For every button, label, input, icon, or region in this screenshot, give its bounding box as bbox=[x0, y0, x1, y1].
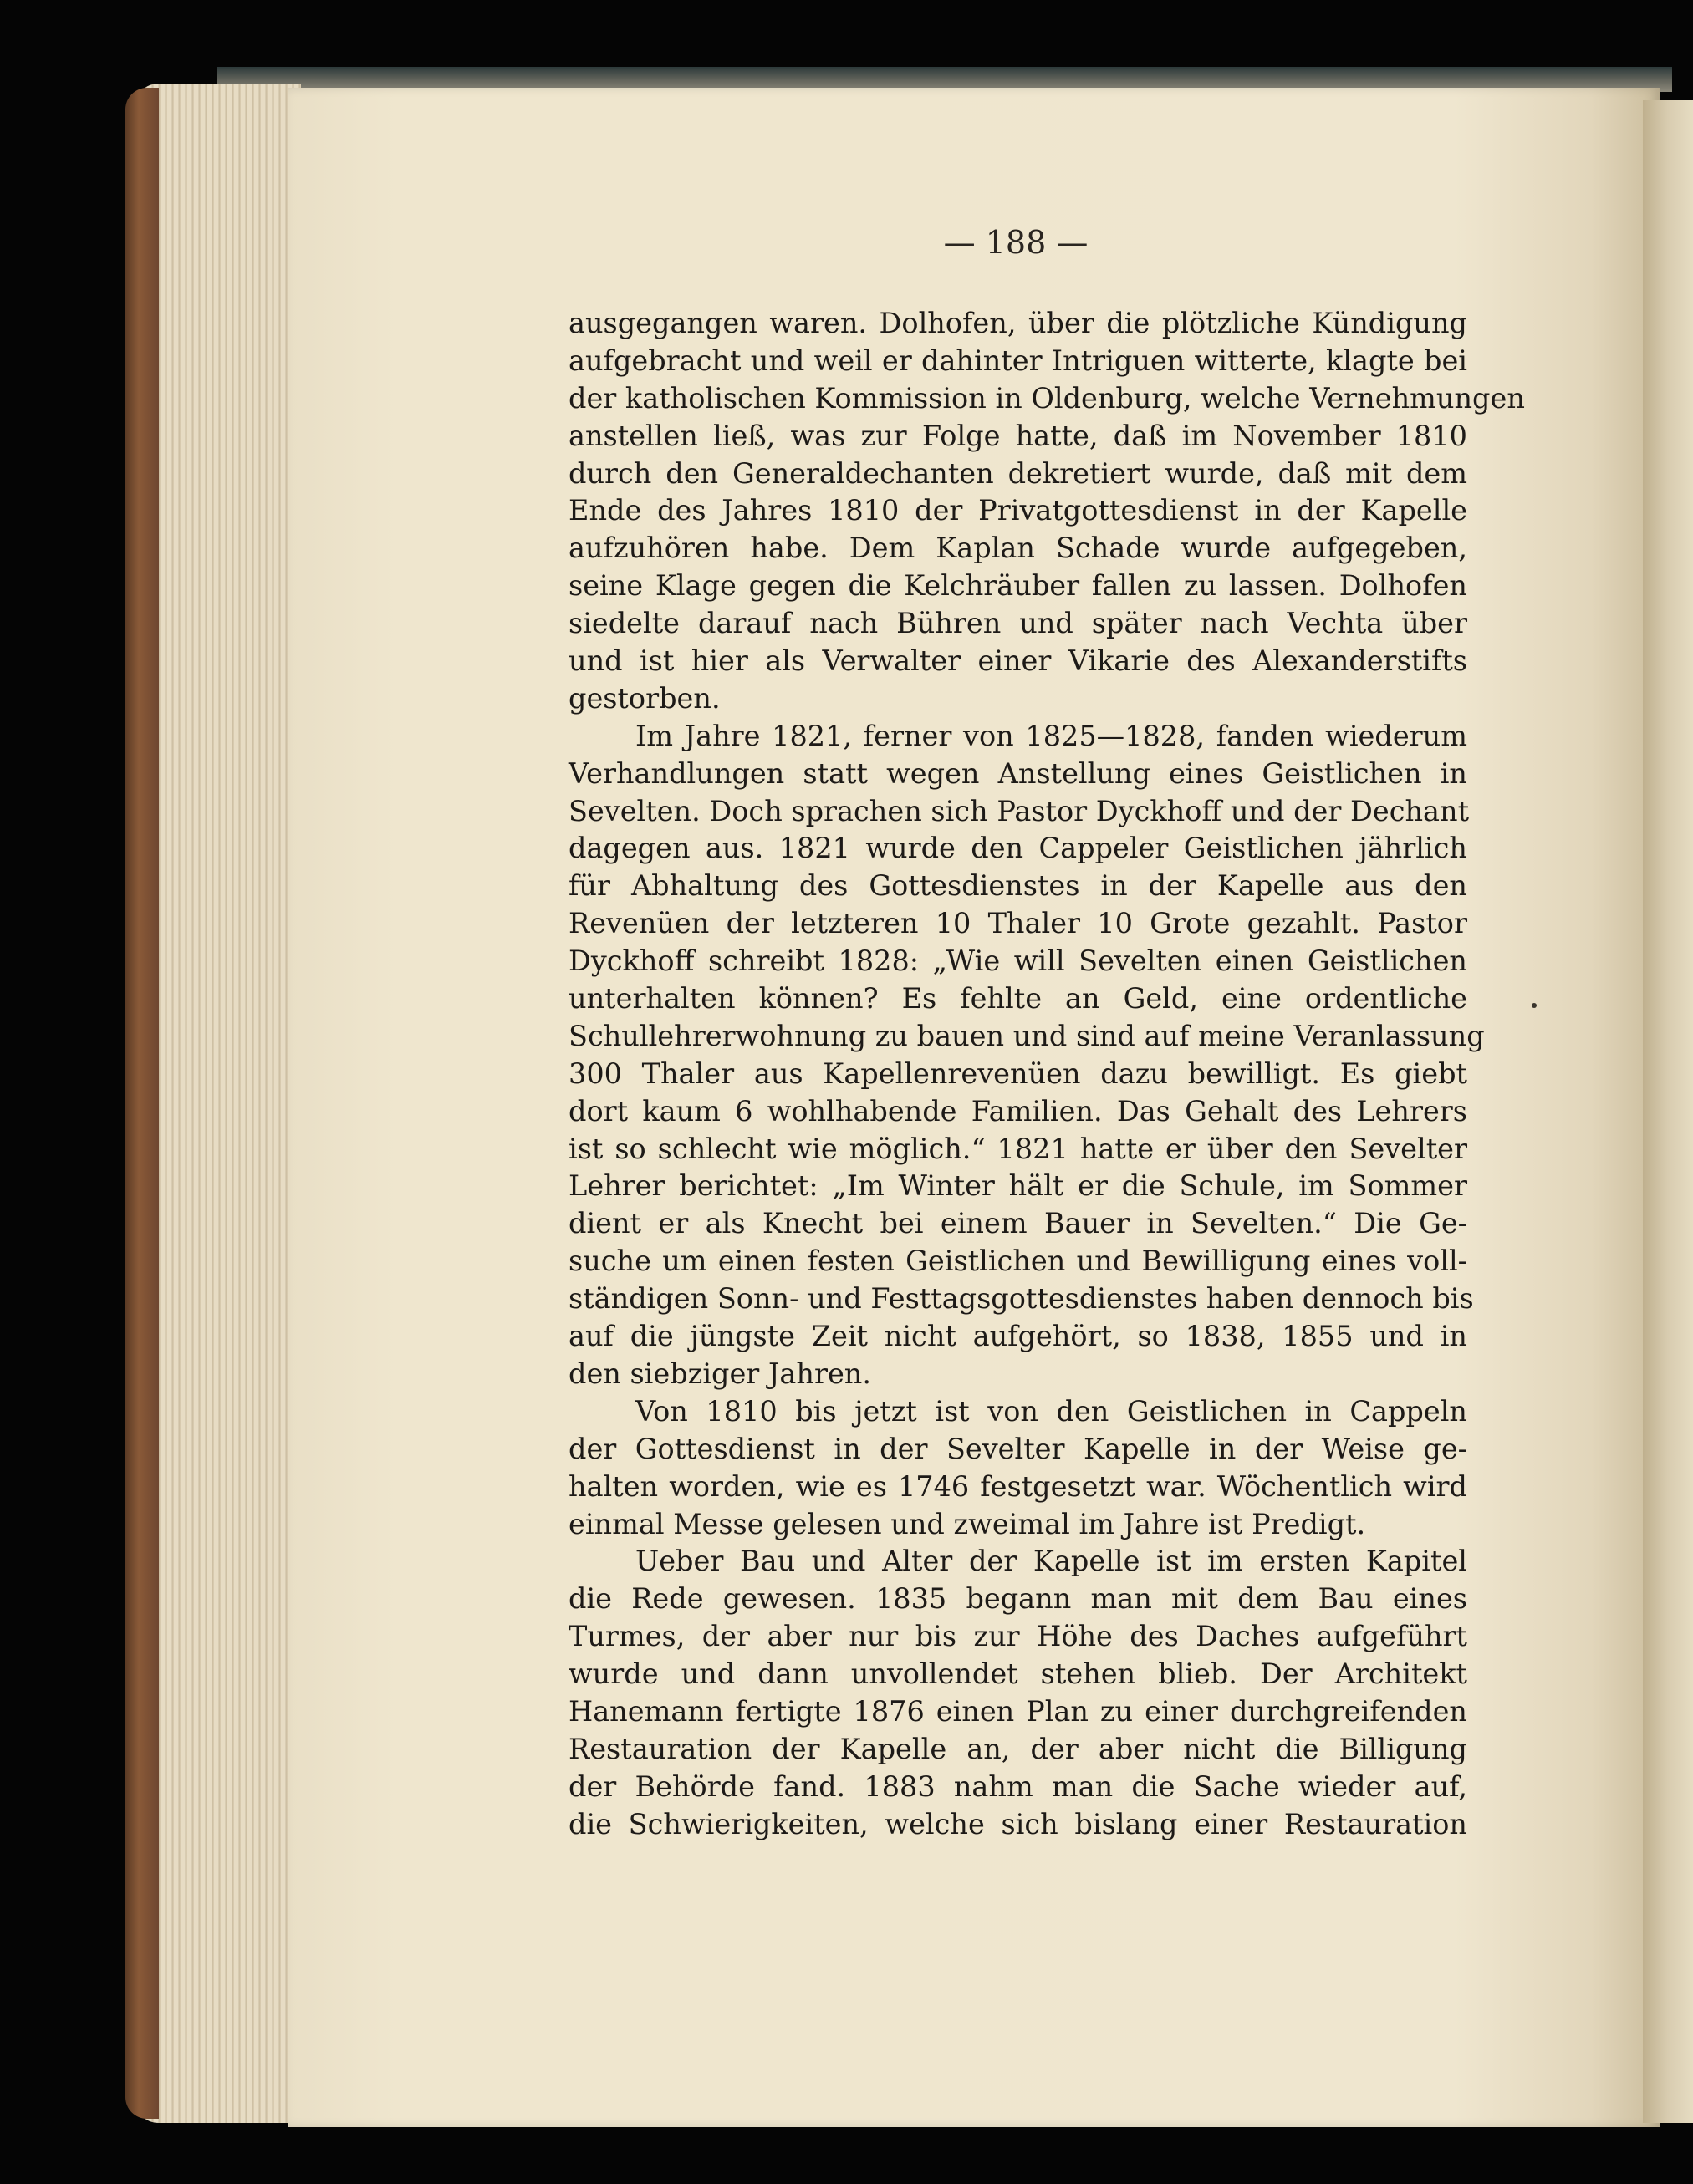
text-line: dagegen aus. 1821 wurde den Cappeler Geistlichen jährlich bbox=[569, 832, 1467, 865]
text-line: 300 Thaler aus Kapellenrevenüen dazu bewilligt. Es giebt bbox=[569, 1056, 1467, 1090]
text-line: wurde und dann unvollendet stehen blieb. Der Architekt bbox=[569, 1657, 1467, 1691]
text-line: Im Jahre 1821, ferner von 1825—1828, fanden wiederum bbox=[635, 719, 1467, 752]
text-line: halten worden, wie es 1746 festgesetzt war. Wöchentlich wird bbox=[569, 1469, 1467, 1503]
text-line: gestorben. bbox=[569, 681, 721, 715]
stacked-page-edges bbox=[134, 84, 301, 2123]
text-line: Von 1810 bis jetzt ist von den Geistlichen in Cappeln bbox=[635, 1394, 1467, 1428]
facing-page-gutter bbox=[1643, 100, 1693, 2123]
text-line: die Rede gewesen. 1835 begann man mit dem Bau eines bbox=[569, 1582, 1467, 1616]
text-line: Verhandlungen statt wegen Anstellung eines Geistlichen in bbox=[569, 756, 1467, 790]
text-line: Restauration der Kapelle an, der aber nicht die Billigung bbox=[569, 1732, 1467, 1765]
body-text bbox=[569, 305, 1525, 1844]
text-line: aufgebracht und weil er dahinter Intriguen witterte, klagte bei bbox=[569, 344, 1467, 377]
book-cover-edge bbox=[125, 88, 159, 2119]
text-line: dient er als Knecht bei einem Bauer in Sevelten.“ Die Ge- bbox=[569, 1207, 1467, 1240]
text-line: durch den Generaldechanten dekretiert wurde, daß mit dem bbox=[569, 456, 1467, 490]
text-line: der Behörde fand. 1883 nahm man die Sache wieder auf, bbox=[569, 1769, 1467, 1803]
text-line: den siebziger Jahren. bbox=[569, 1357, 872, 1390]
text-line: unterhalten können? Es fehlte an Geld, eine ordentliche bbox=[569, 982, 1467, 1016]
text-line: suche um einen festen Geistlichen und Bewilligung eines voll- bbox=[569, 1245, 1467, 1278]
text-line: Ende des Jahres 1810 der Privatgottesdienst in der Kapelle bbox=[569, 494, 1467, 527]
text-line: einmal Messe gelesen und zweimal im Jahre ist Predigt. bbox=[569, 1507, 1366, 1540]
text-line: dort kaum 6 wohlhabende Familien. Das Gehalt des Lehrers bbox=[569, 1094, 1467, 1128]
text-line: auf die jüngste Zeit nicht aufgehört, so 1838, 1855 und in bbox=[569, 1320, 1467, 1353]
text-line: für Abhaltung des Gottesdienstes in der Kapelle aus den bbox=[569, 869, 1467, 903]
text-line: aufzuhören habe. Dem Kaplan Schade wurde aufgegeben, bbox=[569, 532, 1467, 565]
text-line: Lehrer berichtet: „Im Winter hält er die Schule, im Sommer bbox=[569, 1169, 1467, 1203]
text-line: die Schwierigkeiten, welche sich bislang einer Restauration bbox=[569, 1807, 1467, 1840]
text-line: Hanemann fertigte 1876 einen Plan zu einer durchgreifenden bbox=[569, 1694, 1467, 1728]
text-line: Turmes, der aber nur bis zur Höhe des Daches aufgeführt bbox=[569, 1620, 1467, 1653]
text-line: anstellen ließ, was zur Folge hatte, daß im November 1810 bbox=[569, 419, 1467, 452]
text-line: Sevelten. Doch sprachen sich Pastor Dyckhoff und der Dechant bbox=[569, 794, 1470, 827]
text-line: der katholischen Kommission in Oldenburg, welche Vernehmungen bbox=[569, 381, 1525, 415]
margin-speck bbox=[1532, 1003, 1537, 1008]
text-line: ist so schlecht wie möglich.“ 1821 hatte er über den Sevelter bbox=[569, 1132, 1467, 1165]
text-line: Ueber Bau und Alter der Kapelle ist im ersten Kapitel bbox=[635, 1545, 1467, 1578]
text-line: Revenüen der letzteren 10 Thaler 10 Grote gezahlt. Pastor bbox=[569, 907, 1467, 940]
text-line: Dyckhoff schreibt 1828: „Wie will Sevelten einen Geistlichen bbox=[569, 944, 1467, 978]
text-line: siedelte darauf nach Bühren und später nach Vechta über bbox=[569, 607, 1467, 640]
text-line: und ist hier als Verwalter einer Vikarie des Alexanderstifts bbox=[569, 644, 1467, 678]
page-number: — 188 — bbox=[943, 224, 1089, 261]
text-line: der Gottesdienst in der Sevelter Kapelle in der Weise ge- bbox=[569, 1432, 1467, 1465]
text-line: Schullehrerwohnung zu bauen und sind auf meine Veranlassung bbox=[569, 1019, 1485, 1052]
text-line: ständigen Sonn- und Festtagsgottesdienstes haben dennoch bis bbox=[569, 1282, 1474, 1316]
text-line: ausgegangen waren. Dolhofen, über die plötzliche Kündigung bbox=[569, 307, 1467, 339]
text-line: seine Klage gegen die Kelchräuber fallen zu lassen. Dolhofen bbox=[569, 569, 1467, 603]
